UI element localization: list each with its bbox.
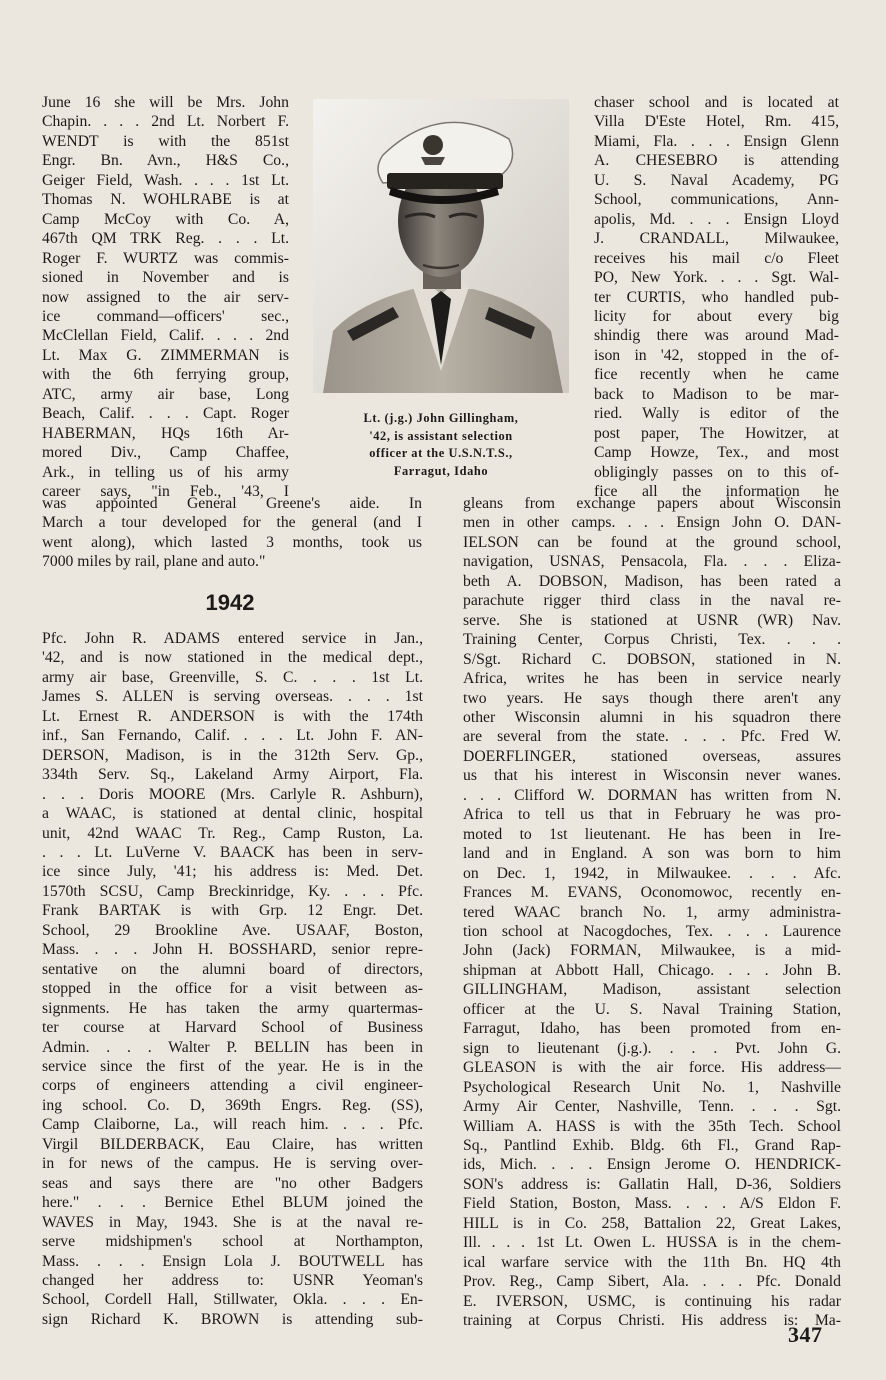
- text-line: other Wisconsin alumni in his squadron there: [463, 708, 841, 726]
- text-line: went along), which lasted 3 months, took us: [42, 533, 422, 551]
- text-line: Camp McCoy with Co. A,: [42, 210, 289, 228]
- text-line: ter course at Harvard School of Business: [42, 1019, 423, 1037]
- caption-line: Farragut, Idaho: [393, 463, 489, 478]
- text-line: here." . . . Bernice Ethel BLUM joined the: [42, 1194, 423, 1212]
- text-line: serve. She is stationed at USNR (WR) Nav.: [463, 611, 841, 629]
- text-line: Frank BARTAK is with Grp. 12 Engr. Det.: [42, 902, 423, 920]
- photo-caption: [312, 410, 570, 480]
- text-line: Virgil BILDERBACK, Eau Claire, has written: [42, 1135, 423, 1153]
- text-line: Ark., in telling us of his army: [42, 463, 289, 481]
- text-line: inf., San Fernando, Calif. . . . Lt. John F. AN-: [42, 727, 423, 745]
- text-line: McClellan Field, Calif. . . . 2nd: [42, 327, 289, 345]
- text-line: Mass. . . . Ensign Lola J. BOUTWELL has: [42, 1252, 423, 1270]
- text-line: 1570th SCSU, Camp Breckinridge, Ky. . . . Pfc.: [42, 882, 423, 900]
- text-line: beth A. DOBSON, Madison, has been rated a: [463, 572, 841, 590]
- text-line: fice recently when he came: [594, 366, 839, 384]
- text-line: William A. HASS is with the 35th Tech. School: [463, 1117, 841, 1135]
- column-1-bottom-text: [42, 629, 423, 1329]
- text-line: Thomas N. WOHLRABE is at: [42, 191, 289, 209]
- text-line: . . . Lt. LuVerne V. BAACK has been in serv-: [42, 843, 423, 861]
- text-line: sign to lieutenant (j.g.). . . . Pvt. John G.: [463, 1039, 841, 1057]
- text-line: 7000 miles by rail, plane and auto.": [42, 553, 266, 571]
- text-line: March a tour developed for the general (and I: [42, 514, 422, 532]
- text-line: career says, "in Feb., '43, I: [42, 483, 289, 501]
- text-line: School, Cordell Hall, Stillwater, Okla. . . . En-: [42, 1291, 423, 1309]
- text-line: PO, New York. . . . Sgt. Wal-: [594, 269, 839, 287]
- text-line: DOERFLINGER, stationed overseas, assures: [463, 747, 841, 765]
- text-line: seas and says there are "no other Badgers: [42, 1174, 423, 1192]
- text-line: a WAAC, is stationed at dental clinic, hospital: [42, 805, 423, 823]
- naval-officer-portrait-icon: [313, 99, 569, 393]
- caption-line: officer at the U.S.N.T.S.,: [369, 446, 513, 461]
- text-line: 467th QM TRK Reg. . . . Lt.: [42, 230, 289, 248]
- text-line: ice since July, '41; his address is: Med. Det.: [42, 863, 423, 881]
- text-line: E. IVERSON, USMC, is continuing his radar: [463, 1292, 841, 1310]
- text-line: Beach, Calif. . . . Capt. Roger: [42, 405, 289, 423]
- text-line: John (Jack) FORMAN, Milwaukee, is a mid-: [463, 942, 841, 960]
- text-line: School, 29 Brookline Ave. USAAF, Boston,: [42, 921, 423, 939]
- text-line: U. S. Naval Academy, PG: [594, 171, 839, 189]
- text-line: obligingly passes on to this of-: [594, 463, 839, 481]
- text-line: gleans from exchange papers about Wisconsin: [463, 495, 841, 512]
- text-line: us that his interest in Wisconsin never wanes.: [463, 767, 841, 785]
- text-line: receives his mail c/o Fleet: [594, 249, 839, 267]
- text-line: Lt. Max G. ZIMMERMAN is: [42, 346, 289, 364]
- text-line: tered WAAC branch No. 1, army administra-: [463, 903, 841, 921]
- text-line: J. CRANDALL, Milwaukee,: [594, 230, 839, 248]
- caption-line: Lt. (j.g.) John Gillingham,: [363, 411, 519, 425]
- text-line: ice command—officers' sec.,: [42, 307, 289, 325]
- text-line: stopped in the office for a visit between as-: [42, 980, 423, 998]
- text-line: fice all the information he: [594, 483, 839, 501]
- text-line: . . . Doris MOORE (Mrs. Carlyle R. Ashburn),: [42, 785, 423, 803]
- text-line: '42, and is now stationed in the medical dept.,: [42, 649, 423, 667]
- text-line: Psychological Research Unit No. 1, Nashville: [463, 1078, 841, 1096]
- text-line: HABERMAN, HQs 16th Ar-: [42, 424, 289, 442]
- text-line: Roger F. WURTZ was commis-: [42, 249, 289, 267]
- text-line: was appointed General Greene's aide. In: [42, 495, 422, 512]
- text-line: licity for about every big: [594, 307, 839, 325]
- text-line: ids, Mich. . . . Ensign Jerome O. HENDRICK-: [463, 1156, 841, 1174]
- text-line: officer at the U. S. Naval Training Station,: [463, 1000, 841, 1018]
- text-line: training at Corpus Christi. His address is: Ma-: [463, 1312, 841, 1330]
- text-line: Ill. . . . 1st Lt. Owen L. HUSSA is in the chem-: [463, 1234, 841, 1252]
- text-line: ried. Wally is editor of the: [594, 405, 839, 423]
- text-line: WAVES in May, 1943. She is at the naval re-: [42, 1213, 423, 1231]
- text-line: back to Madison to be mar-: [594, 385, 839, 403]
- text-line: Sq., Pantlind Exhib. Bldg. 6th Fl., Grand Rap-: [463, 1136, 841, 1154]
- text-line: 334th Serv. Sq., Lakeland Army Airport, Fla.: [42, 766, 423, 784]
- text-line: ter CURTIS, who handled pub-: [594, 288, 839, 306]
- text-line: Lt. Ernest R. ANDERSON is with the 174th: [42, 707, 423, 725]
- year-heading: 1942: [205, 590, 255, 615]
- column-1-top-text: [42, 93, 289, 502]
- text-line: ATC, army air base, Long: [42, 385, 289, 403]
- text-line: post paper, The Howitzer, at: [594, 424, 839, 442]
- column-1-wide-text: [42, 494, 422, 572]
- text-line: GLEASON is with the air force. His address—: [463, 1059, 841, 1077]
- text-line: DERSON, Madison, is in the 312th Serv. Gp.,: [42, 746, 423, 764]
- text-line: Africa to tell us that in February he was pro-: [463, 806, 841, 824]
- text-line: Engr. Bn. Avn., H&S Co.,: [42, 152, 289, 170]
- text-line: James S. ALLEN is serving overseas. . . . 1st: [42, 688, 423, 706]
- text-line: Field Station, Boston, Mass. . . . A/S Eldon F.: [463, 1195, 841, 1213]
- text-line: Camp Howze, Tex., and most: [594, 444, 839, 462]
- page-number: 347: [788, 1322, 823, 1347]
- text-line: A. CHESEBRO is attending: [594, 152, 839, 170]
- text-line: on Dec. 1, 1942, in Milwaukee. . . . Afc.: [463, 864, 841, 882]
- text-line: sentative on the alumni board of directors,: [42, 960, 423, 978]
- text-line: sioned in November and is: [42, 269, 289, 287]
- column-2-bottom-text: [463, 494, 841, 1330]
- text-line: Africa, writes he has been in service nearly: [463, 670, 841, 688]
- text-line: Prov. Reg., Camp Sibert, Ala. . . . Pfc. Donald: [463, 1273, 841, 1291]
- text-line: School, communications, Ann-: [594, 191, 839, 209]
- text-line: Farragut, Idaho, has been promoted from en-: [463, 1020, 841, 1038]
- text-line: apolis, Md. . . . Ensign Lloyd: [594, 210, 839, 228]
- text-line: with the 6th ferrying group,: [42, 366, 289, 384]
- text-line: now assigned to the air serv-: [42, 288, 289, 306]
- text-line: WENDT is with the 851st: [42, 132, 289, 150]
- column-2-top-text: [594, 93, 839, 502]
- text-line: HILL is in Co. 258, Battalion 22, Great Lakes,: [463, 1214, 841, 1232]
- text-line: ing school. Co. D, 369th Engrs. Reg. (SS),: [42, 1096, 423, 1114]
- text-line: unit, 42nd WAAC Tr. Reg., Camp Ruston, La.: [42, 824, 423, 842]
- text-line: land and in England. A son was born to him: [463, 845, 841, 863]
- text-line: moted to 1st lieutenant. He has been in Ire-: [463, 825, 841, 843]
- text-line: Admin. . . . Walter P. BELLIN has been in: [42, 1038, 423, 1056]
- text-line: men in other camps. . . . Ensign John O. DAN-: [463, 514, 841, 532]
- text-line: corps of engineers attending a civil engineer-: [42, 1077, 423, 1095]
- text-line: service since the first of the year. He is in the: [42, 1057, 423, 1075]
- text-line: signments. He has taken the army quartermas-: [42, 999, 423, 1017]
- text-line: Geiger Field, Wash. . . . 1st Lt.: [42, 171, 289, 189]
- text-line: Training Center, Corpus Christi, Tex. . . .: [463, 631, 841, 649]
- text-line: sign Richard K. BROWN is attending sub-: [42, 1310, 423, 1328]
- text-line: Army Air Center, Nashville, Tenn. . . . Sgt.: [463, 1098, 841, 1116]
- text-line: changed her address to: USNR Yeoman's: [42, 1271, 423, 1289]
- text-line: two years. He says though there aren't any: [463, 689, 841, 707]
- text-line: ical warfare service with the 11th Bn. HQ 4th: [463, 1253, 841, 1271]
- text-line: navigation, USNAS, Pensacola, Fla. . . . Eliza-: [463, 553, 841, 571]
- text-line: IELSON can be found at the ground school,: [463, 533, 841, 551]
- text-line: shindig there was around Mad-: [594, 327, 839, 345]
- text-line: shipman at Abbott Hall, Chicago. . . . John B.: [463, 961, 841, 979]
- text-line: Chapin. . . . 2nd Lt. Norbert F.: [42, 113, 289, 131]
- text-line: GILLINGHAM, Madison, assistant selection: [463, 981, 841, 999]
- text-line: Villa D'Este Hotel, Rm. 415,: [594, 113, 839, 131]
- text-line: serve midshipmen's school at Northampton,: [42, 1233, 423, 1251]
- text-line: mored Div., Camp Chaffee,: [42, 444, 289, 462]
- text-line: SON's address is: Gallatin Hall, D-36, Soldiers: [463, 1175, 841, 1193]
- text-line: in for news of the campus. He is serving over-: [42, 1155, 423, 1173]
- text-line: tion school at Nacogdoches, Tex. . . . Laurence: [463, 922, 841, 940]
- text-line: S/Sgt. Richard C. DOBSON, stationed in N.: [463, 650, 841, 668]
- text-line: Mass. . . . John H. BOSSHARD, senior repre-: [42, 941, 423, 959]
- text-line: are several from the state. . . . Pfc. Fred W.: [463, 728, 841, 746]
- text-line: ison in '42, stopped in the of-: [594, 346, 839, 364]
- text-line: parachute rigger third class in the naval re-: [463, 592, 841, 610]
- text-line: . . . Clifford W. DORMAN has written from N.: [463, 786, 841, 804]
- text-line: Frances M. EVANS, Oconomowoc, recently en-: [463, 884, 841, 902]
- text-line: Camp Claiborne, La., will reach him. . . . Pfc.: [42, 1116, 423, 1134]
- text-line: Pfc. John R. ADAMS entered service in Jan.,: [42, 630, 423, 647]
- text-line: army air base, Greenville, S. C. . . . 1st Lt.: [42, 668, 423, 686]
- text-line: June 16 she will be Mrs. John: [42, 94, 289, 111]
- text-line: chaser school and is located at: [594, 94, 839, 111]
- caption-line: '42, is assistant selection: [369, 428, 513, 443]
- text-line: Miami, Fla. . . . Ensign Glenn: [594, 132, 839, 150]
